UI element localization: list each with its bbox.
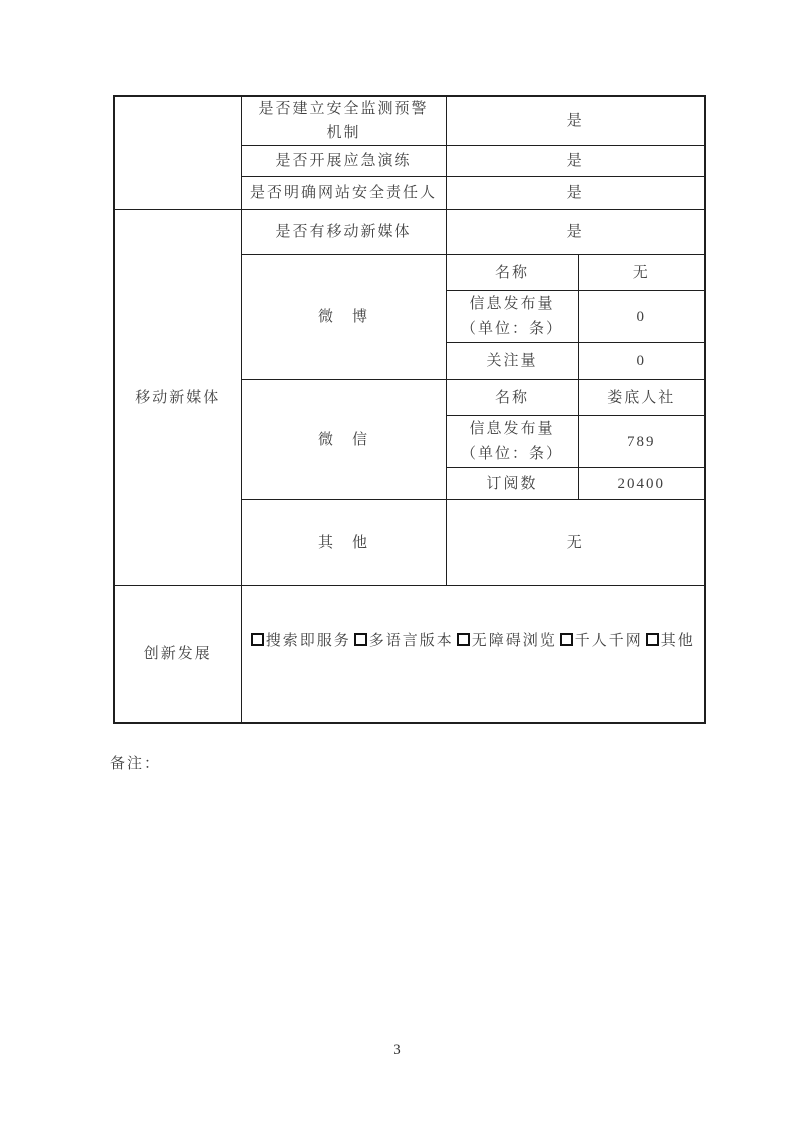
weibo-followers-value: 0: [578, 343, 705, 380]
wechat-name-label: 名称: [446, 380, 578, 416]
security-officer-label: 是否明确网站安全责任人: [241, 177, 446, 210]
checkbox-personalized-web[interactable]: [560, 633, 573, 646]
option-personalized-web-label: 千人千网: [574, 632, 643, 649]
other-media-value: 无: [446, 500, 705, 586]
page-number: 3: [393, 1042, 401, 1058]
weibo-followers-label: 关注量: [446, 343, 578, 380]
security-section-cell: [114, 96, 241, 210]
wechat-publish-label-line1: 信息发布量: [469, 420, 555, 437]
weibo-name-value: 无: [578, 255, 705, 291]
security-officer-value: 是: [446, 177, 705, 210]
wechat-publish-value: 789: [578, 416, 705, 468]
weibo-title: 微 博: [241, 255, 446, 380]
security-monitoring-label-text: 是否建立安全监测预警机制: [258, 101, 429, 141]
weibo-publish-value: 0: [578, 291, 705, 343]
wechat-publish-label: [446, 416, 578, 468]
wechat-title: 微 信: [241, 380, 446, 500]
emergency-drill-label: 是否开展应急演练: [241, 146, 446, 177]
wechat-publish-label-line2: （单位：条）: [460, 445, 563, 462]
innovation-section-title: 创新发展: [114, 586, 241, 723]
option-search-as-service-label: 搜索即服务: [265, 632, 351, 649]
table-row: [114, 586, 705, 723]
table-row: [114, 210, 705, 255]
has-mobile-media-value: 是: [446, 210, 705, 255]
security-monitoring-label: [241, 96, 446, 146]
option-other-label: 其他: [660, 632, 695, 649]
weibo-publish-label-line1: 信息发布量: [469, 295, 555, 312]
option-accessible-browsing-label: 无障碍浏览: [471, 632, 557, 649]
option-multilingual-version-label: 多语言版本: [368, 632, 454, 649]
emergency-drill-value: 是: [446, 146, 705, 177]
checkbox-other[interactable]: [646, 633, 659, 646]
checkbox-search-as-service[interactable]: [251, 633, 264, 646]
other-media-label: 其 他: [241, 500, 446, 586]
annual-report-table: [113, 95, 706, 724]
wechat-name-value: 娄底人社: [578, 380, 705, 416]
weibo-publish-label: [446, 291, 578, 343]
table-row: [114, 96, 705, 146]
has-mobile-media-label: 是否有移动新媒体: [241, 210, 446, 255]
wechat-subscribers-value: 20400: [578, 468, 705, 500]
mobile-media-section-title: 移动新媒体: [114, 210, 241, 586]
innovation-options-cell: [241, 586, 705, 723]
checkbox-accessible-browsing[interactable]: [457, 633, 470, 646]
weibo-name-label: 名称: [446, 255, 578, 291]
notes-label: 备注：: [110, 756, 162, 772]
security-monitoring-value: 是: [446, 96, 705, 146]
wechat-subscribers-label: 订阅数: [446, 468, 578, 500]
checkbox-multilingual-version[interactable]: [354, 633, 367, 646]
weibo-publish-label-line2: （单位：条）: [460, 320, 563, 337]
